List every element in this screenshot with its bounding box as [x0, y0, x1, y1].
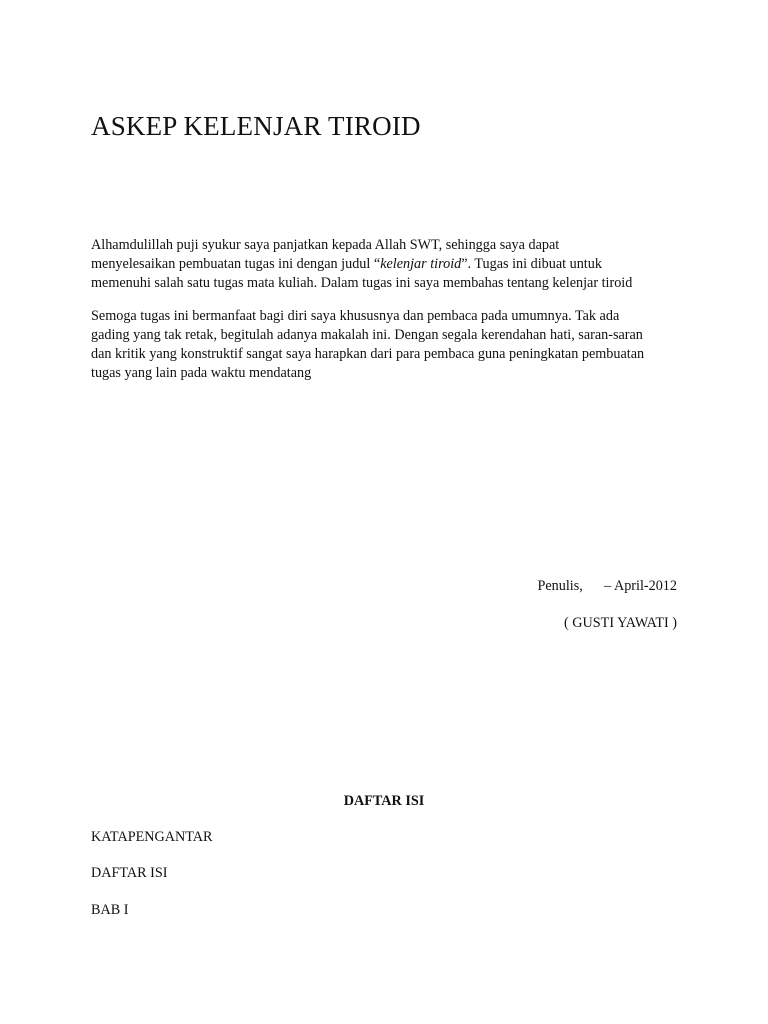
preface-italic-title: kelenjar tiroid: [380, 256, 462, 272]
preface-p2-line-3: dan kritik yang konstruktif sangat saya harapkan dari para pembaca guna peningkatan pembuatan: [91, 346, 645, 362]
preface-line-2: [91, 255, 691, 274]
preface-paragraph-2: [91, 307, 691, 383]
author-name: ( GUSTI YAWATI ): [564, 615, 677, 631]
preface-p2-line-1: Semoga tugas ini bermanfaat bagi diri saya khususnya dan pembaca pada umumnya. Tak ada: [91, 308, 620, 324]
preface-p2-line-4: tugas yang lain pada waktu mendatang: [91, 365, 312, 381]
toc-item: BAB I: [91, 902, 129, 918]
preface-paragraph-1: [91, 236, 691, 293]
toc-item: KATAPENGANTAR: [91, 829, 213, 845]
signature-block: [537, 577, 677, 633]
toc-item: DAFTAR ISI: [91, 865, 168, 881]
author-date: Penulis, – April-2012: [537, 578, 677, 594]
preface-line-2-end: ”. Tugas ini dibuat untuk: [461, 256, 602, 272]
document-title: ASKEP KELENJAR TIROID: [91, 111, 421, 141]
preface-line-3: memenuhi salah satu tugas mata kuliah. Dalam tugas ini saya membahas tentang kelenjar tiroid: [91, 275, 633, 291]
preface-line-1: Alhamdulillah puji syukur saya panjatkan kepada Allah SWT, sehingga saya dapat: [91, 237, 560, 253]
preface-line-2-start: menyelesaikan pembuatan tugas ini dengan judul “: [91, 256, 381, 272]
preface-p2-line-2: gading yang tak retak, begitulah adanya makalah ini. Dengan segala kerendahan hati, saran-saran: [91, 327, 643, 343]
toc-heading: DAFTAR ISI: [343, 793, 425, 809]
